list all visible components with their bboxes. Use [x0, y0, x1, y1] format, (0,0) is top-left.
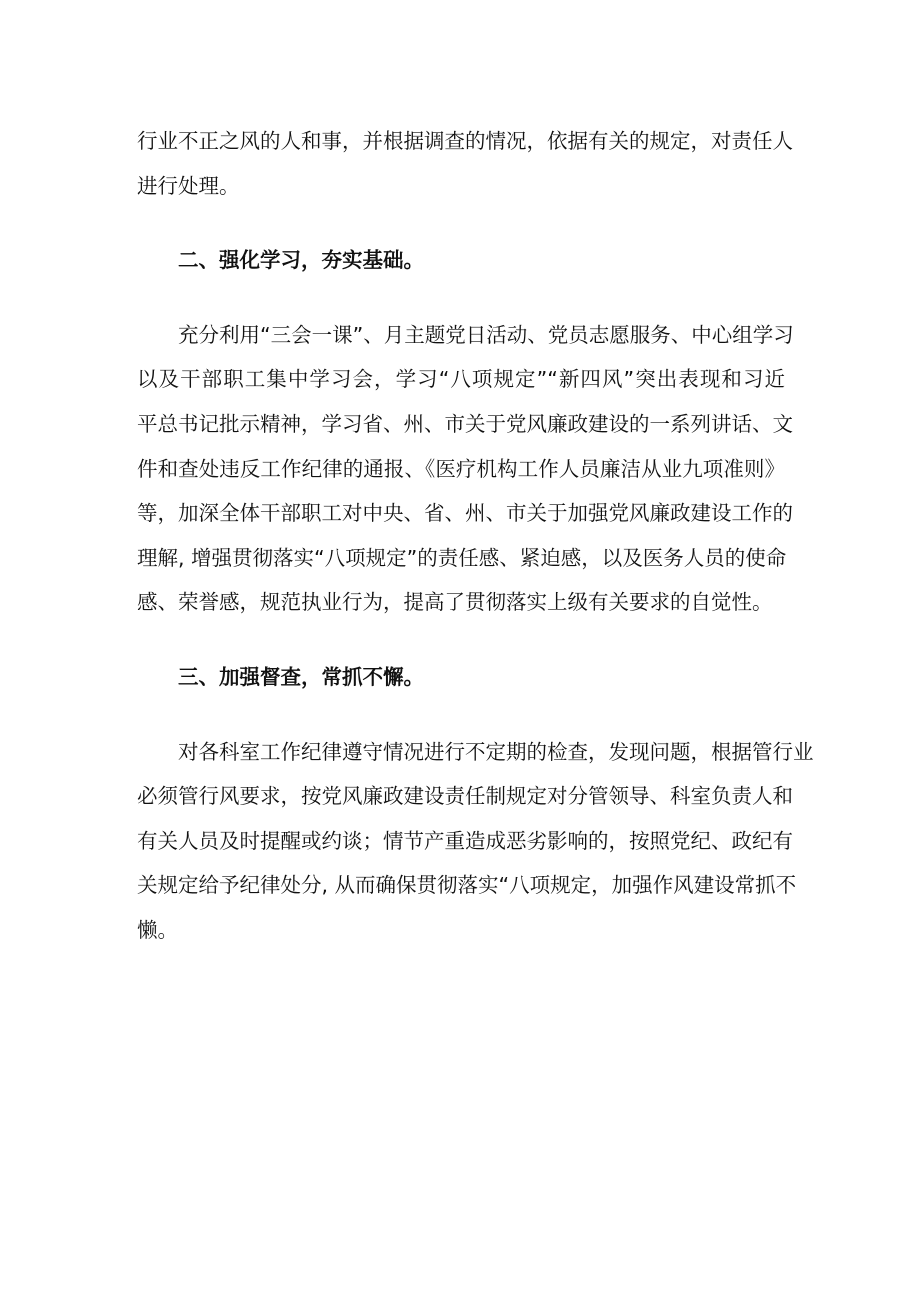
document-body — [137, 119, 814, 953]
paragraph-2-line: 件和查处违反工作纪律的通报、《医疗机构工作人员廉洁从业九项准则》 — [137, 456, 785, 481]
section-heading-2: 二、强化学习，夯实基础。 — [178, 248, 424, 273]
paragraph-2-line: 充分利用“三会一课”、月主题党日活动、党员志愿服务、中心组学习 — [178, 322, 794, 347]
paragraph-2-line: 平总书记批示精神，学习省、州、市关于党风廉政建设的一系列讲话、文 — [137, 411, 793, 436]
paragraph-3-line: 对各科室工作纪律遵守情况进行不定期的检查，发现问题，根据管行业 — [178, 739, 814, 764]
paragraph-1-line: 进行处理。 — [137, 173, 240, 198]
paragraph-1 — [137, 119, 793, 208]
paragraph-2 — [137, 313, 794, 625]
paragraph-2-line: 等，加深全体干部职工对中央、省、州、市关于加强党风廉政建设工作的 — [137, 501, 793, 526]
section-heading-3: 三、加强督查，常抓不懈。 — [178, 664, 424, 689]
paragraph-3-line: 懒。 — [137, 917, 178, 942]
paragraph-1-line: 行业不正之风的人和事，并根据调查的情况，依据有关的规定，对责任人 — [137, 129, 793, 153]
paragraph-2-line: 感、荣誉感，规范执业行为，提高了贯彻落实上级有关要求的自觉性。 — [137, 590, 773, 615]
paragraph-3-line: 有关人员及时提醒或约谈；情节产重造成恶劣影响的，按照党纪、政纪有 — [137, 828, 793, 853]
paragraph-2-line: 理解, 增强贯彻落实“八项规定”的责任感、紧迫感，以及医务人员的使命 — [137, 545, 787, 570]
paragraph-3-line: 关规定给予纪律处分, 从而确保贯彻落实“八项规定，加强作风建设常抓不 — [137, 873, 797, 898]
paragraph-3 — [137, 730, 814, 953]
paragraph-3-line: 必须管行风要求，按党风廉政建设责任制规定对分管领导、科室负责人和 — [137, 784, 793, 809]
paragraph-2-line: 以及干部职工集中学习会，学习“八项规定”“新四风”突出表现和习近 — [137, 367, 785, 392]
